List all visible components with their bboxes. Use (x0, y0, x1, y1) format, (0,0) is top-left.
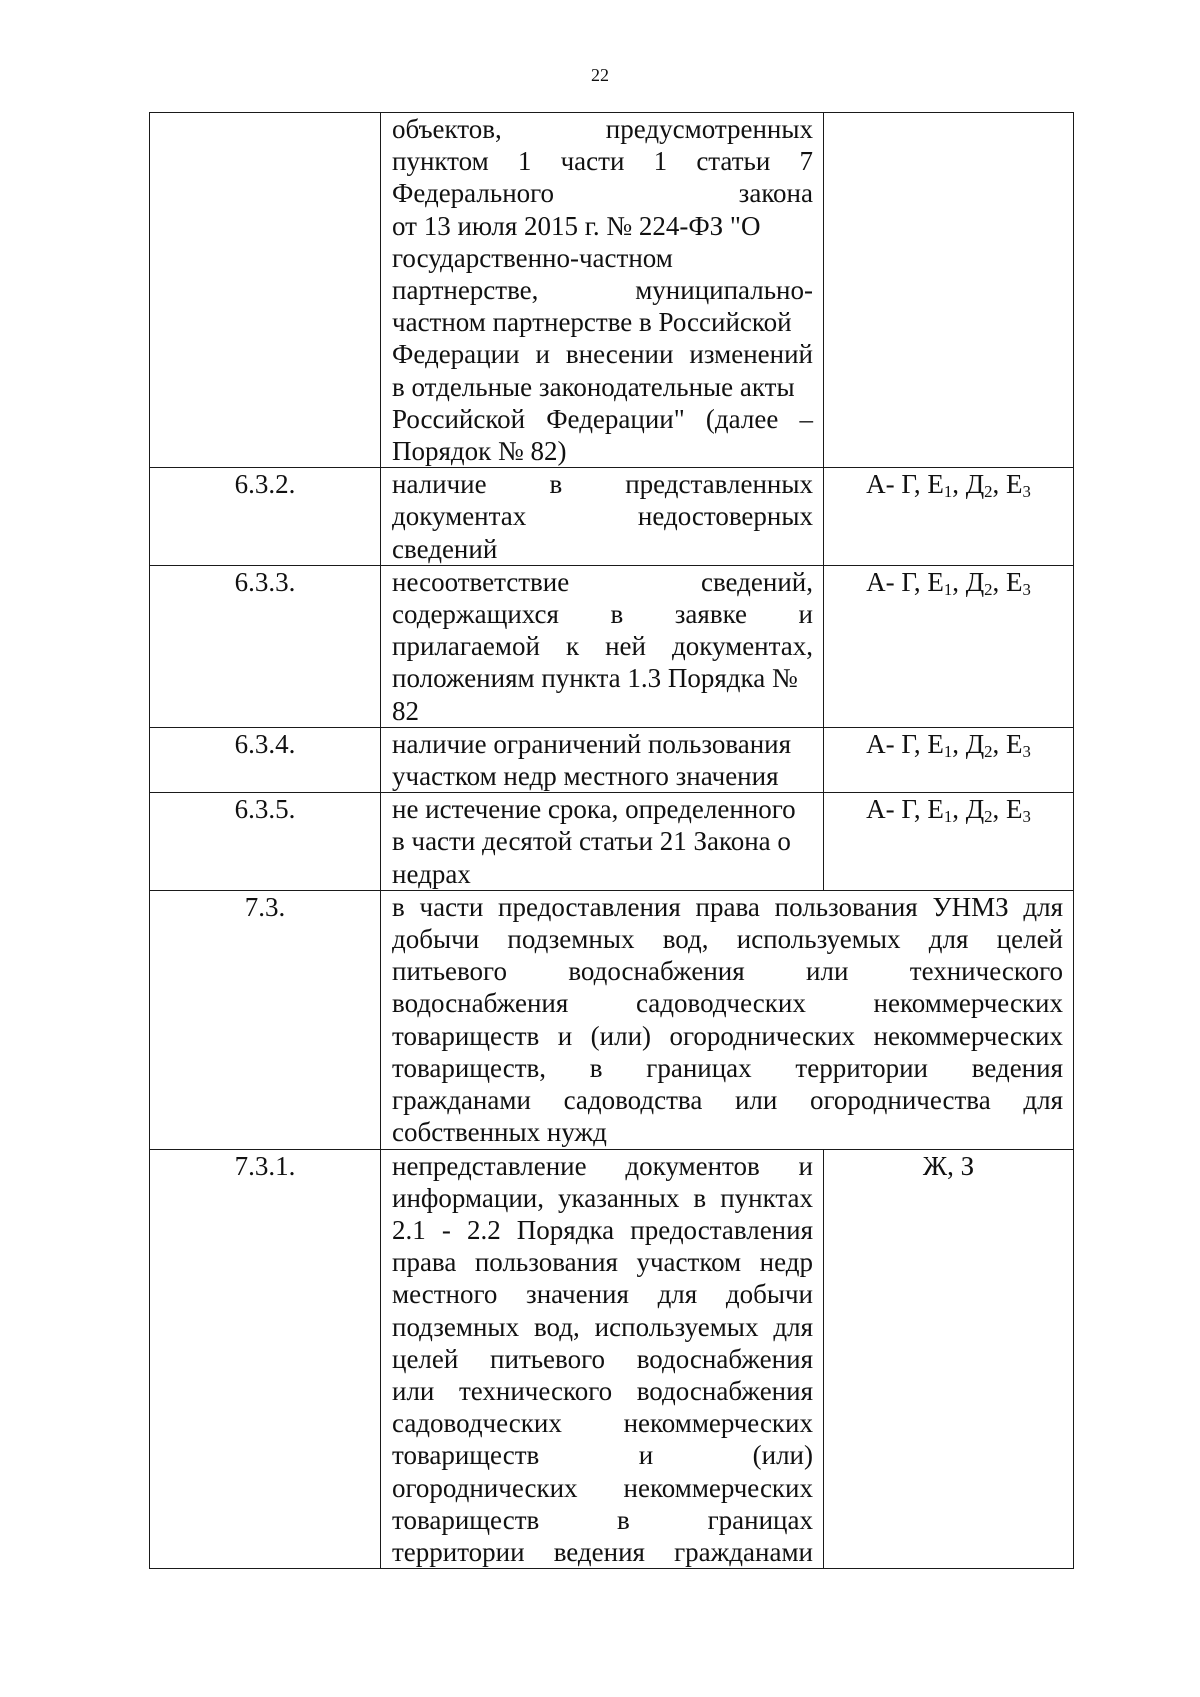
text-line: прилагаемой к ней документах, (392, 631, 813, 662)
row-number: 7.3.1. (150, 1149, 381, 1569)
text-line: не истечение срока, определенного (392, 794, 796, 825)
row-number: 6.3.4. (150, 727, 381, 792)
row-text (381, 113, 824, 468)
text-line: или технического водоснабжения (392, 1375, 813, 1406)
row-text (381, 1149, 824, 1569)
row-number: 7.3. (150, 890, 381, 1149)
text-line: товариществ, в границах территории ведения (392, 1052, 1063, 1083)
text-line: наличие в представленных (392, 469, 813, 500)
text-line: садоводческих некоммерческих (392, 1408, 813, 1439)
text-line: гражданами садоводства или огородничества для (392, 1085, 1063, 1116)
row-text (381, 565, 824, 727)
text-line: частном партнерстве в Российской (392, 307, 792, 338)
text-line: Федерации и внесении изменений (392, 339, 813, 370)
text-line: Федерального закона (392, 178, 813, 209)
text-line: от 13 июля 2015 г. № 224-ФЗ "О (392, 210, 761, 241)
text-line: непредставление документов и (392, 1150, 813, 1181)
text-line: подземных вод, используемых для (392, 1311, 813, 1342)
text-line: 82 (392, 695, 419, 726)
table-row (150, 113, 1074, 468)
table-row (150, 793, 1074, 891)
text-line: товариществ в границах (392, 1504, 813, 1535)
row-text (381, 793, 824, 891)
text-line: партнерстве, муниципально- (392, 275, 813, 306)
text-line: собственных нужд (392, 1117, 607, 1148)
table-row (150, 890, 1074, 1149)
row-text (381, 468, 824, 566)
text-line: огороднических некоммерческих (392, 1472, 813, 1503)
table-row (150, 1149, 1074, 1569)
text-line: документах недостоверных (392, 501, 813, 532)
text-line: водоснабжения садоводческих некоммерческих (392, 988, 1063, 1019)
table-row (150, 565, 1074, 727)
page-number: 22 (591, 65, 609, 85)
row-text (381, 727, 824, 792)
text-line: территории ведения гражданами (392, 1536, 813, 1567)
text-line: Российской Федерации" (далее – (392, 403, 813, 434)
text-line: местного значения для добычи (392, 1279, 813, 1310)
text-line: пунктом 1 части 1 статьи 7 (392, 146, 813, 177)
text-line: товариществ и (или) (392, 1440, 813, 1471)
row-basis: Ж, З (824, 1149, 1074, 1569)
text-line: несоответствие сведений, (392, 566, 813, 597)
row-number: 6.3.5. (150, 793, 381, 891)
text-line: участком недр местного значения (392, 761, 779, 792)
row-number (150, 113, 381, 468)
row-number: 6.3.2. (150, 468, 381, 566)
row-basis: А- Г, $Е_1$, $Д_2$, $Е_3$ (824, 565, 1074, 727)
text-line: целей питьевого водоснабжения (392, 1343, 813, 1374)
table-row (150, 727, 1074, 792)
text-line: товариществ и (или) огороднических некоммерческих (392, 1020, 1063, 1051)
text-line: в отдельные законодательные акты (392, 371, 795, 402)
row-text (381, 890, 1074, 1149)
row-basis: А- Г, $Е_1$, $Д_2$, $Е_3$ (824, 727, 1074, 792)
text-line: добычи подземных вод, используемых для целей (392, 924, 1063, 955)
text-line: права пользования участком недр (392, 1247, 813, 1278)
text-line: положениям пункта 1.3 Порядка № (392, 663, 798, 694)
text-line: в части предоставления права пользования УНМЗ для (392, 891, 1063, 922)
row-basis: А- Г, $Е_1$, $Д_2$, $Е_3$ (824, 793, 1074, 891)
text-line: государственно-частном (392, 242, 673, 273)
text-line: содержащихся в заявке и (392, 599, 813, 630)
text-line: 2.1 - 2.2 Порядка предоставления (392, 1214, 813, 1245)
table-row (150, 468, 1074, 566)
text-line: в части десятой статьи 21 Закона о (392, 826, 791, 857)
row-basis: А- Г, $Е_1$, $Д_2$, $Е_3$ (824, 468, 1074, 566)
text-line: Порядок № 82) (392, 436, 567, 467)
row-number: 6.3.3. (150, 565, 381, 727)
row-basis (824, 113, 1074, 468)
text-line: сведений (392, 533, 498, 564)
text-line: наличие ограничений пользования (392, 728, 792, 759)
text-line: питьевого водоснабжения или технического (392, 956, 1063, 987)
criteria-table (149, 112, 1074, 1569)
text-line: недрах (392, 858, 471, 889)
text-line: информации, указанных в пунктах (392, 1182, 813, 1213)
text-line: объектов, предусмотренных (392, 114, 813, 144)
